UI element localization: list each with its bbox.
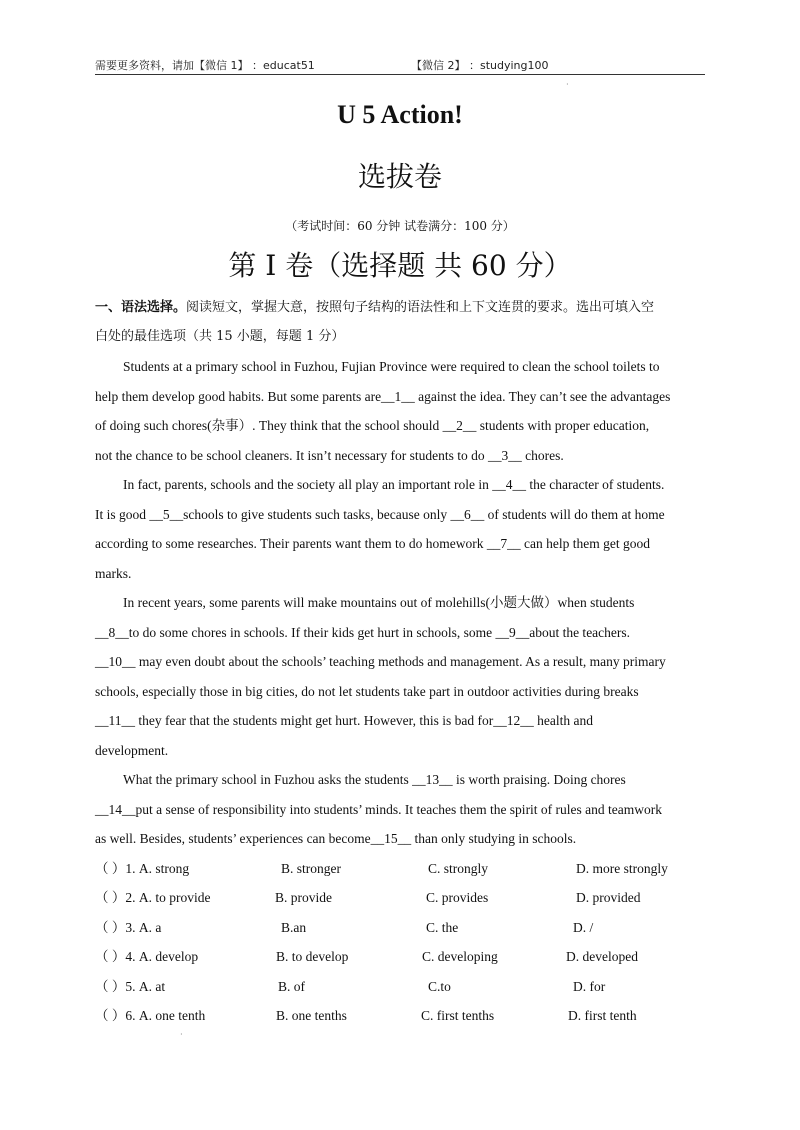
question-option-a: （ ）1. A. strong [95, 861, 190, 876]
question-option-c: C. provides [426, 890, 489, 905]
passage-line: It is good __5__schools to give students such tasks, because only __6__ of students will do them at home [95, 507, 665, 522]
question-option-d: D. / [573, 920, 594, 935]
passage-line: __11__ they fear that the students might get hurt. However, this is bad for__12__ health and [95, 713, 593, 728]
volume-heading: 第 I 卷（选择题 共 60 分） [228, 249, 572, 282]
passage-line: of doing such chores(杂事）. They think that the school should __2__ students with proper education, [95, 418, 650, 433]
section-instruction-text: 阅读短文，掌握大意，按照句子结构的语法性和上下文连贯的要求。选出可填入空 [186, 300, 655, 315]
passage-line: marks. [95, 566, 132, 581]
passage-line: Students at a primary school in Fuzhou, Fujian Province were required to clean the school toilets to [123, 359, 660, 374]
passage-line: __14__put a sense of responsibility into students’ minds. It teaches them the spirit of rules and teamwork [95, 802, 663, 817]
passage-line: In fact, parents, schools and the society all play an important role in __4__ the character of students. [123, 477, 665, 492]
passage-line: according to some researches. Their parents want them to do homework __7__ can help them get good [95, 536, 650, 551]
section-instruction-line-1 [95, 299, 710, 317]
stray-mark: · [180, 1030, 183, 1039]
header-wechat-2: 【微信 2】 ：studying100 [411, 59, 549, 72]
question-option-c: C. the [426, 920, 459, 935]
passage-line: schools, especially those in big cities, do not let students take part in outdoor activities during breaks [95, 684, 639, 699]
question-option-b: B. of [278, 979, 305, 994]
question-option-d: D. for [573, 979, 606, 994]
section-instruction-line-2: 白处的最佳选项（共 15 小题，每题 1 分） [95, 329, 345, 344]
question-option-c: C. strongly [428, 861, 489, 876]
question-option-a: （ ）3. A. a [95, 920, 162, 935]
question-option-b: B.an [281, 920, 307, 935]
question-option-d: D. provided [576, 890, 641, 905]
question-option-d: D. first tenth [568, 1008, 637, 1023]
passage-line: __10__ may even doubt about the schools’ teaching methods and management. As a result, many primary [95, 654, 666, 669]
exam-info: （考试时间：60 分钟 试卷满分：100 分） [285, 219, 515, 233]
question-option-d: D. more strongly [576, 861, 668, 876]
passage-line: In recent years, some parents will make mountains out of molehills(小题大做）when students [123, 595, 635, 610]
question-option-c: C.to [428, 979, 451, 994]
unit-title: U 5 Action! [337, 100, 463, 129]
question-option-a: （ ）2. A. to provide [95, 890, 211, 905]
question-option-b: B. to develop [276, 949, 349, 964]
passage-line: not the chance to be school cleaners. It isn’t necessary for students to do __3__ chores. [95, 448, 564, 463]
passage-line: help them develop good habits. But some parents are__1__ against the idea. They can’t see the advantages [95, 389, 671, 404]
header-wechat-1: 需要更多资料，请加【微信 1】 ：educat51 [95, 59, 315, 72]
section-heading: 一、语法选择。 [95, 300, 187, 315]
stray-mark: · [566, 80, 569, 89]
question-option-a: （ ）6. A. one tenth [95, 1008, 206, 1023]
question-option-c: C. developing [422, 949, 498, 964]
question-option-d: D. developed [566, 949, 638, 964]
question-option-c: C. first tenths [421, 1008, 495, 1023]
question-option-b: B. stronger [281, 861, 341, 876]
passage-line: __8__to do some chores in schools. If their kids get hurt in schools, some __9__about the teachers. [95, 625, 631, 640]
passage-line: What the primary school in Fuzhou asks the students __13__ is worth praising. Doing chores [123, 772, 626, 787]
question-option-a: （ ）4. A. develop [95, 949, 199, 964]
passage-line: as well. Besides, students’ experiences can become__15__ than only studying in schools. [95, 831, 577, 846]
paper-subtitle: 选拔卷 [357, 160, 442, 193]
question-option-a: （ ）5. A. at [95, 979, 166, 994]
question-option-b: B. provide [275, 890, 332, 905]
question-option-b: B. one tenths [276, 1008, 347, 1023]
page-header [95, 57, 705, 75]
passage-line: development. [95, 743, 169, 758]
